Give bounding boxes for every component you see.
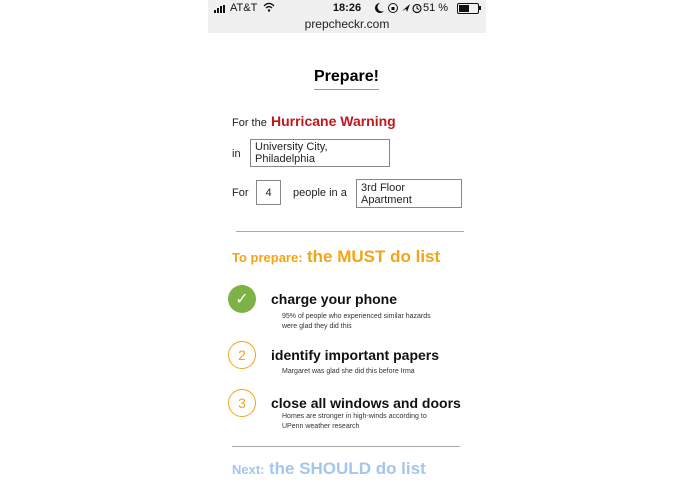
should-list-heading[interactable] <box>232 459 426 479</box>
step-number-badge[interactable]: 2 <box>228 341 256 369</box>
should-title: the SHOULD do list <box>268 459 426 478</box>
must-list-heading <box>232 247 440 267</box>
check-icon[interactable]: ✓ <box>228 285 256 313</box>
dwelling-field[interactable]: 3rd Floor Apartment <box>356 179 462 208</box>
task-note: Homes are stronger in high-winds according to UPenn weather research <box>282 413 427 430</box>
status-icons <box>374 2 422 14</box>
divider <box>232 446 460 447</box>
in-label: in <box>232 148 241 160</box>
address-bar[interactable]: prepcheckr.com <box>304 17 390 31</box>
task-title: close all windows and doors <box>271 395 461 411</box>
task-note: Margaret was glad she did this before Irma <box>282 368 415 375</box>
divider <box>236 231 464 232</box>
battery-percent: 51 % <box>423 2 449 14</box>
for-people-label: For <box>232 187 249 199</box>
page-title: Prepare! <box>314 68 379 90</box>
task-note: 95% of people who experienced similar hazards were glad they did this <box>282 313 431 330</box>
step-number-badge[interactable]: 3 <box>228 389 256 417</box>
location-field[interactable]: University City, Philadelphia <box>250 139 390 167</box>
status-bar <box>208 0 486 17</box>
moon-icon <box>375 3 384 13</box>
people-count-field[interactable]: 4 <box>256 180 281 205</box>
must-prefix: To prepare: <box>232 250 303 265</box>
for-label: For the <box>232 117 267 129</box>
location-icon <box>402 4 410 12</box>
carrier-label: AT&T <box>230 2 258 14</box>
task-title: identify important papers <box>271 347 440 363</box>
must-title: the MUST do list <box>307 247 441 266</box>
browser-chrome <box>208 0 486 33</box>
people-label: people in a <box>293 187 347 199</box>
battery-icon <box>457 3 479 14</box>
should-prefix: Next: <box>232 462 265 477</box>
event-dropdown[interactable]: Hurricane Warning <box>271 113 396 129</box>
task-title: charge your phone <box>271 291 398 307</box>
clock: 18:26 <box>332 2 362 14</box>
